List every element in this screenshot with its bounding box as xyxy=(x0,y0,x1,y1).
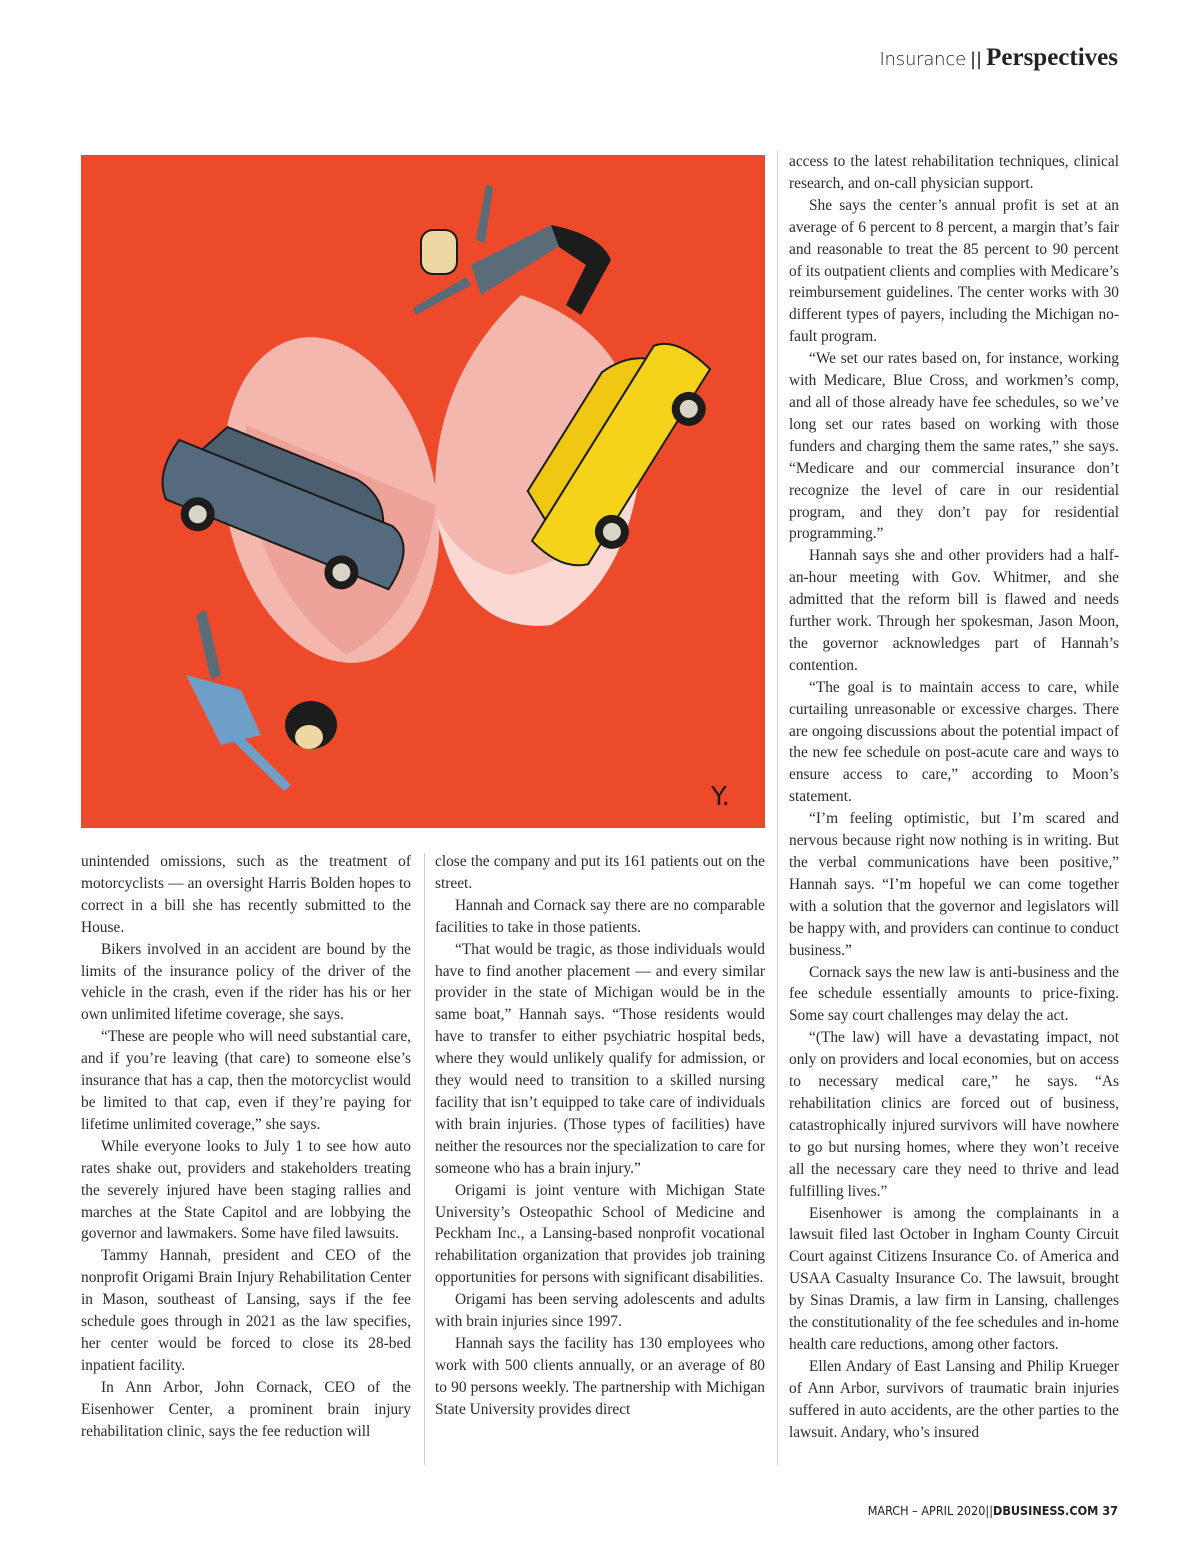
paragraph: She says the center’s annual profit is set at an average of 6 percent to 8 percent, a margin that’s fair and reasonable to treat the 85 percent to 90 percent of its outpatient clients and complies with Medicare’s reimbursement guidelines. The center works with 30 different types of payers, including the Michigan no-fault program. xyxy=(789,196,1119,346)
paragraph: “These are people who will need substantial care, and if you’re leaving (that care) to someone else’s insurance that has a cap, then the motorcyclist would be limited to that cap, even if they’re paying for lifetime unlimited coverage,” she says. xyxy=(81,1028,411,1133)
paragraph: In Ann Arbor, John Cornack, CEO of the Eisenhower Center, a prominent brain injury rehabilitation clinic, says the fee reduction will xyxy=(81,1378,411,1440)
paragraph: “The goal is to maintain access to care, while curtailing unreasonable or excessive charges. There are ongoing discussions about the potential impact of the new fee schedule on post-acute care and ways to ensure access to care,” according to Moon’s statement. xyxy=(789,678,1119,806)
column-2 xyxy=(435,851,765,1421)
footer-separator: || xyxy=(985,1503,993,1518)
paragraph: Origami has been serving adolescents and adults with brain injuries since 1997. xyxy=(435,1291,765,1331)
paragraph: Cornack says the new law is anti-business and the fee schedule essentially amounts to price-fixing. Some say court challenges may delay the act. xyxy=(789,963,1119,1025)
paragraph: Ellen Andary of East Lansing and Philip Krueger of Ann Arbor, survivors of traumatic brain injuries suffered in auto accidents, are the other parties to the lawsuit. Andary, who’s insured xyxy=(789,1357,1119,1441)
footer-issue: MARCH – APRIL 2020 xyxy=(867,1503,986,1518)
column-rule xyxy=(777,151,778,1465)
header-section: Insurance xyxy=(879,49,966,70)
paragraph: While everyone looks to July 1 to see how auto rates shake out, providers and stakeholders treating the severely injured have been staging rallies and marches at the State Capitol and are lobbying the governor and lawmakers. Some have filed lawsuits. xyxy=(81,1137,411,1243)
running-header xyxy=(879,44,1118,72)
header-subsection: Perspectives xyxy=(986,44,1118,71)
paragraph: Tammy Hannah, president and CEO of the nonprofit Origami Brain Injury Rehabilitation Center in Mason, southeast of Lansing, says if the fee schedule goes through in 2021 as the law specifies, her center would be forced to close its 28-bed inpatient facility. xyxy=(81,1247,411,1374)
paragraph: “I’m feeling optimistic, but I’m scared and nervous because right now nothing is in writing. But the verbal communications have been positive,” Hannah says. “I’m hopeful we can come together with a solution that the governor and legislators will be happy with, and providers can continue to conduct business.” xyxy=(789,810,1119,959)
footer-site: DBUSINESS.COM xyxy=(993,1503,1099,1518)
paragraph: access to the latest rehabilitation techniques, clinical research, and on-call physician support. xyxy=(789,153,1119,192)
paragraph: “We set our rates based on, for instance, working with Medicare, Blue Cross, and workmen’s comp, and all of those already have fee schedules, so we’ve long set our rates based on working with those funders and charging them the same rates,” she says. “Medicare and our commercial insurance don’t recognize the level of care in our residential program, and they don’t pay for residential programming.” xyxy=(789,350,1119,543)
page-number: 37 xyxy=(1102,1503,1118,1518)
illustration xyxy=(81,155,765,828)
column-3 xyxy=(789,151,1119,1443)
paragraph: close the company and put its 161 patients out on the street. xyxy=(435,853,765,892)
column-1 xyxy=(81,851,411,1442)
paragraph: unintended omissions, such as the treatment of motorcyclists — an oversight Harris Bolden hopes to correct in a bill she has recently submitted to the House. xyxy=(81,853,411,936)
paragraph: Eisenhower is among the complainants in a lawsuit filed last October in Ingham County Circuit Court against Citizens Insurance Co. of America and USAA Casualty Insurance Co. The lawsuit, brought by Sinas Dramis, a law firm in Lansing, challenges the constitutionality of the fee schedules and in-home health care reductions, among other factors. xyxy=(789,1204,1119,1353)
paragraph: Hannah says she and other providers had a half-an-hour meeting with Gov. Whitmer, and she admitted that the reform bill is flawed and needs further work. Through her spokesman, Jason Moon, the governor acknowledges part of Hannah’s contention. xyxy=(789,547,1119,674)
artist-signature: Y. xyxy=(711,782,730,812)
paragraph: Origami is joint venture with Michigan State University’s Osteopathic School of Medicine and Peckham Inc., a Lansing-based nonprofit vocational rehabilitation organization that provides job training opportunities for persons with significant disabilities. xyxy=(435,1181,765,1287)
page-footer xyxy=(868,1503,1118,1518)
paragraph: “(The law) will have a devastating impact, not only on providers and local economies, but on access to necessary medical care,” he says. “As rehabilitation clinics are forced out of business, catastrophically injured survivors will have nowhere to go but nursing homes, where they won’t receive all the necessary care they need to thrive and lead fulfilling lives.” xyxy=(789,1029,1119,1200)
paragraph: Hannah says the facility has 130 employees who work with 500 clients annually, or an average of 80 to 90 persons weekly. The partnership with Michigan State University provides direct xyxy=(435,1334,765,1418)
paragraph: Bikers involved in an accident are bound by the limits of the insurance policy of the driver of the vehicle in the crash, even if the rider has his or her own unlimited lifetime coverage, she says. xyxy=(81,940,411,1024)
paragraph: “That would be tragic, as those individuals would have to find another placement — and every similar provider in the state of Michigan would be in the same boat,” Hannah says. “Those residents would have to transfer to either psychiatric hospital beds, where they would unlikely qualify for admission, or they would need to transition to a skilled nursing facility that isn’t equipped to take care of individuals with brain injuries. (Those types of facilities) have neither the resources nor the specialization to care for someone who has a brain injury.” xyxy=(435,940,765,1177)
paragraph: Hannah and Cornack say there are no comparable facilities to take in those patients. xyxy=(435,896,765,936)
header-separator: || xyxy=(969,49,983,70)
column-rule xyxy=(424,853,425,1465)
